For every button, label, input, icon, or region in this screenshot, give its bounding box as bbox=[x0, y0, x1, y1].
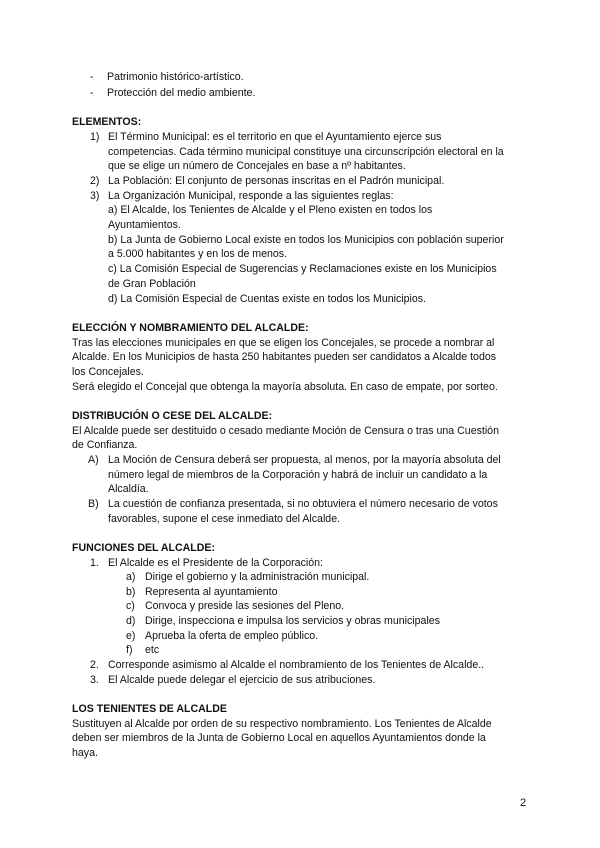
list-item-line: a) El Alcalde, los Tenientes de Alcalde y el Pleno existen en todos los bbox=[108, 204, 433, 216]
paragraph-line: El Alcalde puede ser destituido o cesado mediante Moción de Censura o tras una Cuestión bbox=[72, 425, 499, 437]
list-item-line: c) La Comisión Especial de Sugerencias y Reclamaciones existe en los Municipios bbox=[108, 263, 497, 275]
list-item-line: La Población: El conjunto de personas inscritas en el Padrón municipal. bbox=[108, 175, 445, 187]
sublist-marker: e) bbox=[126, 630, 136, 642]
sublist-marker: f) bbox=[126, 644, 133, 656]
list-marker: A) bbox=[88, 454, 99, 466]
list-marker: - bbox=[90, 71, 94, 83]
list-item: Patrimonio histórico-artístico. bbox=[107, 71, 244, 83]
sublist-item: Convoca y preside las sesiones del Pleno. bbox=[145, 600, 345, 612]
list-item-line: de Gran Población bbox=[108, 278, 196, 290]
list-item-line: El Término Municipal: es el territorio en que el Ayuntamiento ejerce sus bbox=[108, 131, 442, 143]
section-heading-funciones: FUNCIONES DEL ALCALDE: bbox=[72, 542, 216, 554]
list-marker: 2. bbox=[90, 659, 99, 671]
list-marker: 1. bbox=[90, 557, 99, 569]
list-item-line: Ayuntamientos. bbox=[108, 219, 181, 231]
section-heading-eleccion: ELECCIÓN Y NOMBRAMIENTO DEL ALCALDE: bbox=[72, 322, 309, 334]
section-heading-distribucion: DISTRIBUCIÓN O CESE DEL ALCALDE: bbox=[72, 410, 273, 422]
list-item-line: a 5.000 habitantes y en los de menos. bbox=[108, 248, 288, 260]
sublist-item: Aprueba la oferta de empleo público. bbox=[145, 630, 319, 642]
list-marker: 3. bbox=[90, 674, 99, 686]
paragraph-line: Sustituyen al Alcalde por orden de su respectivo nombramiento. Los Tenientes de Alcalde bbox=[72, 718, 492, 730]
paragraph-line: los Concejales. bbox=[72, 366, 144, 378]
section-heading-tenientes: LOS TENIENTES DE ALCALDE bbox=[72, 703, 227, 715]
sublist-marker: b) bbox=[126, 586, 136, 598]
list-item-line: Alcaldía. bbox=[108, 483, 149, 495]
list-item: Corresponde asimismo al Alcalde el nombramiento de los Tenientes de Alcalde.. bbox=[108, 659, 485, 671]
paragraph-line: haya. bbox=[72, 747, 98, 759]
list-item: El Alcalde es el Presidente de la Corporación: bbox=[108, 557, 323, 569]
list-marker: 3) bbox=[90, 190, 100, 202]
sublist-marker: d) bbox=[126, 615, 136, 627]
list-item-line: b) La Junta de Gobierno Local existe en todos los Municipios con población superior bbox=[108, 234, 504, 246]
paragraph-line: Tras las elecciones municipales en que se eligen los Concejales, se procede a nombrar al bbox=[72, 337, 495, 349]
sublist-item: Representa al ayuntamiento bbox=[145, 586, 278, 598]
sublist-item: Dirige el gobierno y la administración municipal. bbox=[145, 571, 370, 583]
sublist-marker: a) bbox=[126, 571, 136, 583]
list-item-line: número legal de miembros de la Corporación y habrá de incluir un candidato a la bbox=[108, 469, 488, 481]
list-marker: 2) bbox=[90, 175, 100, 187]
list-item-line: que se elige un número de Concejales en base a nº habitantes. bbox=[108, 160, 406, 172]
sublist-item: Dirige, inspecciona e impulsa los servicios y obras municipales bbox=[145, 615, 440, 627]
list-marker: B) bbox=[88, 498, 99, 510]
paragraph-line: de Confianza. bbox=[72, 439, 138, 451]
list-item-line: La Moción de Censura deberá ser propuesta, al menos, por la mayoría absoluta del bbox=[108, 454, 501, 466]
list-item-line: competencias. Cada término municipal constituye una circunscripción electoral en la bbox=[108, 146, 504, 158]
sublist-marker: c) bbox=[126, 600, 135, 612]
list-item-line: La Organización Municipal, responde a las siguientes reglas: bbox=[108, 190, 394, 202]
list-item: Protección del medio ambiente. bbox=[107, 87, 256, 99]
list-item: El Alcalde puede delegar el ejercicio de sus atribuciones. bbox=[108, 674, 376, 686]
list-item-line: La cuestión de confianza presentada, si no obtuviera el número necesario de votos bbox=[108, 498, 498, 510]
list-item-line: favorables, supone el cese inmediato del Alcalde. bbox=[108, 513, 341, 525]
list-marker: 1) bbox=[90, 131, 100, 143]
paragraph-line: Será elegido el Concejal que obtenga la mayoría absoluta. En caso de empate, por sorteo. bbox=[72, 381, 498, 393]
sublist-item: etc bbox=[145, 644, 160, 656]
list-item-line: d) La Comisión Especial de Cuentas existe en todos los Municipios. bbox=[108, 293, 426, 305]
paragraph-line: Alcalde. En los Municipios de hasta 250 habitantes pueden ser candidatos a Alcalde todos bbox=[72, 351, 497, 363]
list-marker: - bbox=[90, 87, 94, 99]
page-number: 2 bbox=[520, 797, 527, 809]
section-heading-elementos: ELEMENTOS: bbox=[72, 116, 142, 128]
paragraph-line: deben ser miembros de la Junta de Gobierno Local en aquellos Ayuntamientos donde la bbox=[72, 732, 486, 744]
